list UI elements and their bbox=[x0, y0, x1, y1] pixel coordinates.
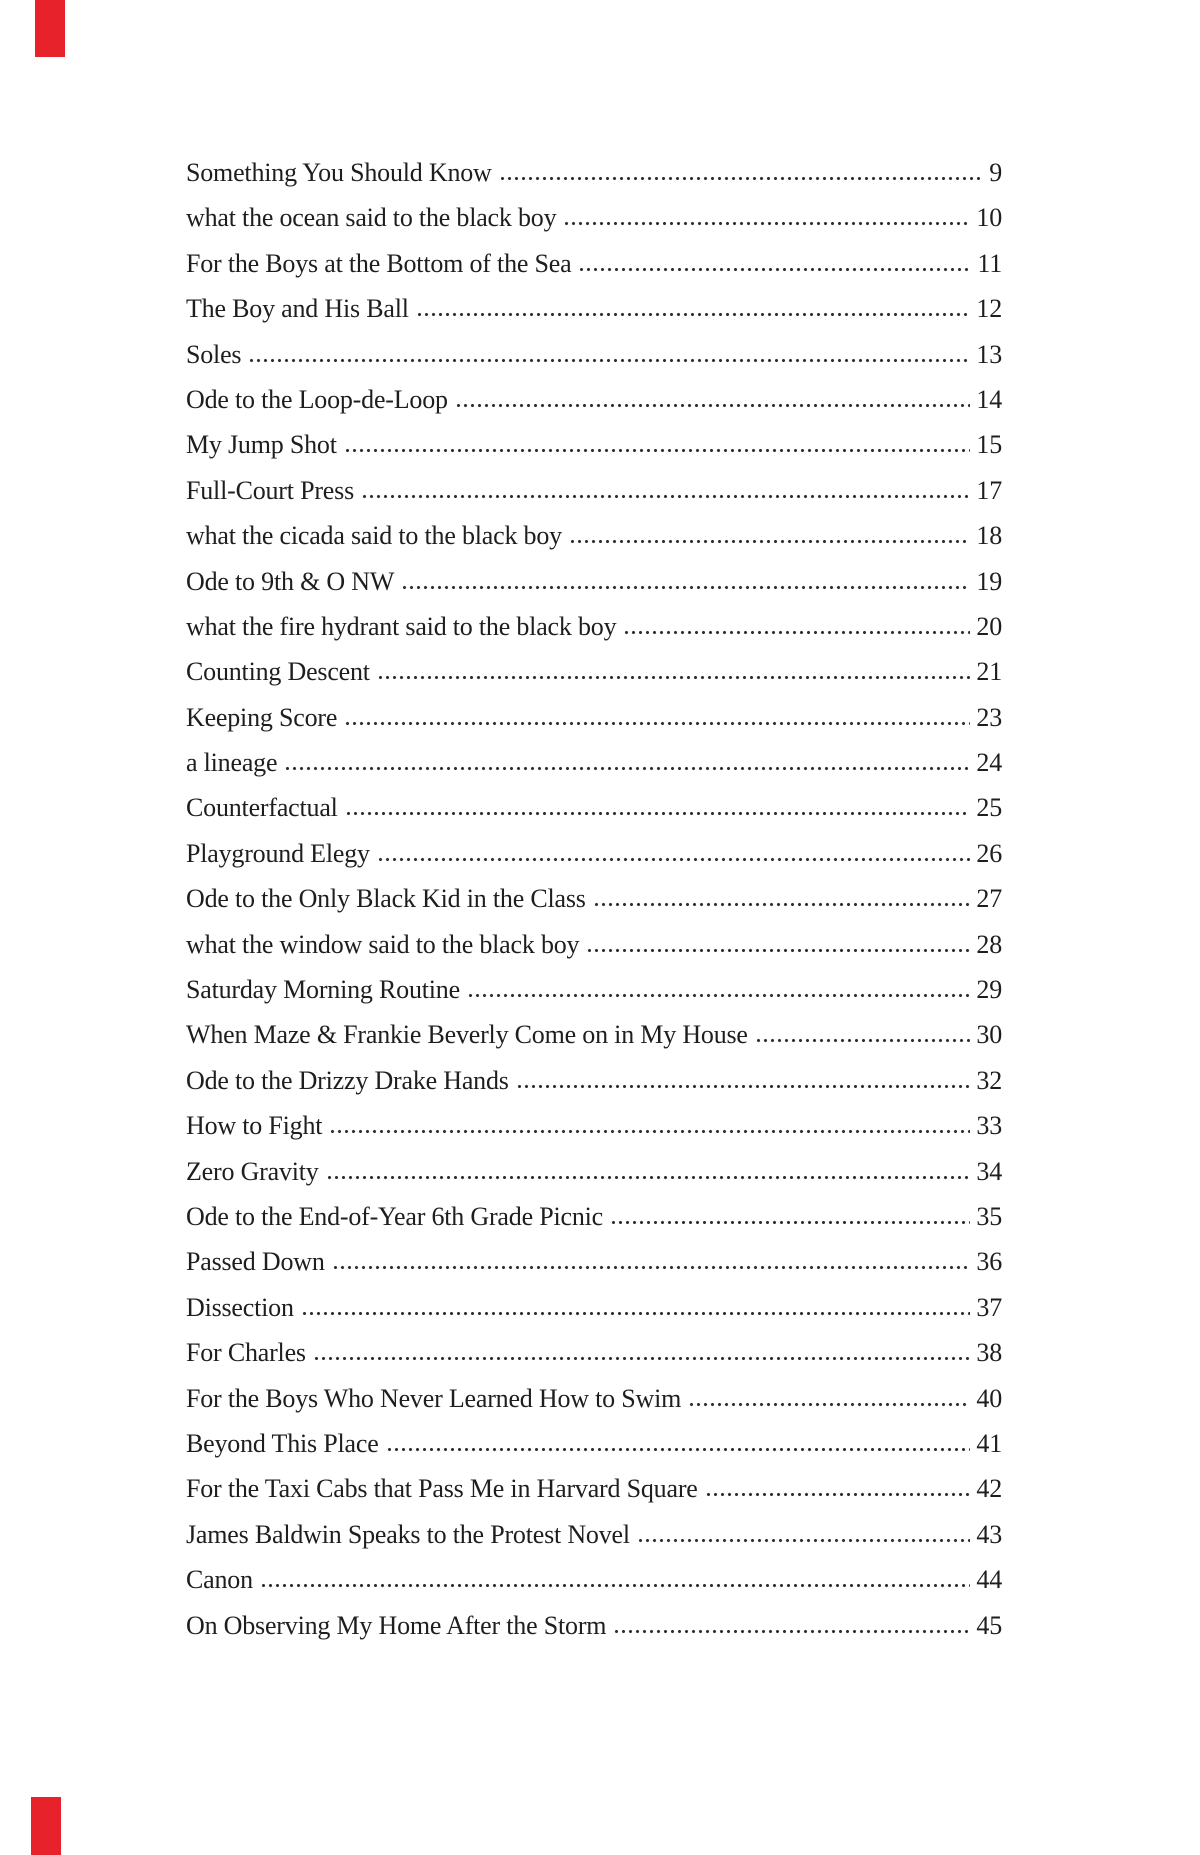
dot-leader bbox=[301, 1311, 971, 1316]
dot-leader bbox=[563, 221, 970, 226]
toc-entry bbox=[186, 1202, 1002, 1247]
toc-entry-title: On Observing My Home After the Storm bbox=[186, 1610, 607, 1640]
toc-entry bbox=[186, 1565, 1002, 1610]
toc-entry bbox=[186, 1247, 1002, 1292]
toc-entry bbox=[186, 1020, 1002, 1065]
toc-entry-title: Passed Down bbox=[186, 1247, 325, 1277]
toc-entry-page-number: 45 bbox=[976, 1610, 1002, 1640]
dot-leader bbox=[377, 675, 971, 680]
toc-entry bbox=[186, 793, 1002, 838]
dot-leader bbox=[377, 857, 971, 862]
toc-entry-title: Full-Court Press bbox=[186, 475, 354, 505]
toc-entry-page-number: 10 bbox=[976, 203, 1002, 233]
toc-entry-title: what the cicada said to the black boy bbox=[186, 521, 562, 551]
toc-entry-title: Ode to the End-of-Year 6th Grade Picnic bbox=[186, 1201, 603, 1231]
toc-entry-title: Dissection bbox=[186, 1292, 294, 1322]
dot-leader bbox=[467, 993, 970, 998]
dot-leader bbox=[344, 448, 971, 453]
toc-entry bbox=[186, 1338, 1002, 1383]
dot-leader bbox=[361, 494, 970, 499]
toc-entry-title: a lineage bbox=[186, 748, 278, 778]
toc-entry bbox=[186, 1066, 1002, 1111]
toc-entry bbox=[186, 1293, 1002, 1338]
toc-entry-title: Counterfactual bbox=[186, 793, 338, 823]
toc-entry-page-number: 15 bbox=[976, 430, 1002, 460]
toc-entry-page-number: 32 bbox=[976, 1065, 1002, 1095]
toc-entry bbox=[186, 249, 1002, 294]
dot-leader bbox=[326, 1175, 971, 1180]
toc-entry-page-number: 43 bbox=[976, 1519, 1002, 1549]
toc-entry bbox=[186, 612, 1002, 657]
toc-entry-page-number: 17 bbox=[976, 475, 1002, 505]
dot-leader bbox=[688, 1402, 970, 1407]
toc-entry-page-number: 26 bbox=[976, 838, 1002, 868]
toc-entry-page-number: 35 bbox=[976, 1201, 1002, 1231]
toc-entry bbox=[186, 839, 1002, 884]
dot-leader bbox=[593, 902, 971, 907]
toc-entry-title: The Boy and His Ball bbox=[186, 294, 409, 324]
toc-entry bbox=[186, 340, 1002, 385]
toc-entry-page-number: 12 bbox=[976, 294, 1002, 324]
toc-entry-title: When Maze & Frankie Beverly Come on in My House bbox=[186, 1020, 748, 1050]
dot-leader bbox=[516, 1084, 971, 1089]
dot-leader bbox=[248, 358, 970, 363]
toc-entry bbox=[186, 1429, 1002, 1474]
toc-entry-title: For Charles bbox=[186, 1338, 306, 1368]
dot-leader bbox=[416, 312, 971, 317]
toc-entry-page-number: 13 bbox=[976, 339, 1002, 369]
dot-leader bbox=[586, 948, 970, 953]
dot-leader bbox=[401, 585, 970, 590]
toc-entry bbox=[186, 158, 1002, 203]
toc-entry bbox=[186, 1520, 1002, 1565]
toc-entry-title: Something You Should Know bbox=[186, 158, 492, 187]
toc-entry-title: Playground Elegy bbox=[186, 838, 370, 868]
toc-entry-page-number: 37 bbox=[976, 1292, 1002, 1322]
toc-entry-title: Saturday Morning Routine bbox=[186, 975, 460, 1005]
red-edge-mark-bottom bbox=[31, 1797, 61, 1855]
toc-entry-title: Ode to 9th & O NW bbox=[186, 566, 395, 596]
toc-entry bbox=[186, 884, 1002, 929]
toc-entry bbox=[186, 294, 1002, 339]
toc-entry bbox=[186, 1111, 1002, 1156]
toc-entry-page-number: 14 bbox=[976, 384, 1002, 414]
toc-entry-page-number: 24 bbox=[976, 748, 1002, 778]
dot-leader bbox=[610, 1220, 970, 1225]
toc-entry-title: what the window said to the black boy bbox=[186, 929, 580, 959]
toc-entry-page-number: 33 bbox=[976, 1111, 1002, 1141]
dot-leader bbox=[623, 630, 970, 635]
dot-leader bbox=[344, 721, 970, 726]
toc-entry bbox=[186, 1384, 1002, 1429]
toc-entry bbox=[186, 930, 1002, 975]
toc-entry-title: what the fire hydrant said to the black boy bbox=[186, 611, 617, 641]
dot-leader bbox=[332, 1265, 971, 1270]
toc-entry-title: James Baldwin Speaks to the Protest Novel bbox=[186, 1519, 630, 1549]
dot-leader bbox=[313, 1356, 971, 1361]
dot-leader bbox=[637, 1538, 971, 1543]
toc-entry-title: For the Boys at the Bottom of the Sea bbox=[186, 248, 572, 278]
dot-leader bbox=[613, 1629, 970, 1634]
red-edge-mark-top bbox=[35, 0, 65, 57]
toc-entry bbox=[186, 975, 1002, 1020]
toc-entry bbox=[186, 748, 1002, 793]
toc-entry bbox=[186, 521, 1002, 566]
dot-leader bbox=[499, 176, 984, 181]
toc-entry-page-number: 25 bbox=[976, 793, 1002, 823]
table-of-contents bbox=[186, 158, 1002, 1656]
toc-entry-title: Zero Gravity bbox=[186, 1156, 319, 1186]
toc-entry-page-number: 20 bbox=[976, 611, 1002, 641]
toc-entry-title: Ode to the Loop-de-Loop bbox=[186, 384, 448, 414]
toc-entry-page-number: 23 bbox=[976, 702, 1002, 732]
toc-entry-title: Counting Descent bbox=[186, 657, 370, 687]
toc-entry bbox=[186, 567, 1002, 612]
toc-entry-page-number: 40 bbox=[976, 1383, 1002, 1413]
toc-entry-page-number: 21 bbox=[976, 657, 1002, 687]
toc-entry-page-number: 28 bbox=[976, 929, 1002, 959]
toc-entry-page-number: 38 bbox=[976, 1338, 1002, 1368]
toc-entry bbox=[186, 1474, 1002, 1519]
toc-entry-title: what the ocean said to the black boy bbox=[186, 203, 557, 233]
toc-entry-title: Beyond This Place bbox=[186, 1428, 379, 1458]
toc-entry bbox=[186, 430, 1002, 475]
toc-entry bbox=[186, 703, 1002, 748]
dot-leader bbox=[705, 1492, 971, 1497]
dot-leader bbox=[578, 267, 971, 272]
dot-leader bbox=[284, 766, 970, 771]
toc-entry-title: Keeping Score bbox=[186, 702, 338, 732]
toc-entry-title: Ode to the Only Black Kid in the Class bbox=[186, 884, 586, 914]
toc-entry bbox=[186, 203, 1002, 248]
toc-entry bbox=[186, 385, 1002, 430]
toc-entry-page-number: 18 bbox=[976, 521, 1002, 551]
toc-entry-page-number: 19 bbox=[976, 566, 1002, 596]
toc-entry bbox=[186, 476, 1002, 521]
toc-entry-page-number: 30 bbox=[976, 1020, 1002, 1050]
toc-entry-page-number: 11 bbox=[977, 248, 1002, 278]
toc-entry bbox=[186, 657, 1002, 702]
toc-entry-title: My Jump Shot bbox=[186, 430, 337, 460]
dot-leader bbox=[569, 539, 970, 544]
toc-entry-title: For the Taxi Cabs that Pass Me in Harvard Square bbox=[186, 1474, 698, 1504]
toc-entry-title: For the Boys Who Never Learned How to Swim bbox=[186, 1383, 682, 1413]
toc-entry-page-number: 9 bbox=[989, 158, 1002, 187]
toc-entry-page-number: 42 bbox=[976, 1474, 1002, 1504]
toc-entry-page-number: 44 bbox=[976, 1565, 1002, 1595]
toc-entry-page-number: 34 bbox=[976, 1156, 1002, 1186]
toc-entry bbox=[186, 1157, 1002, 1202]
toc-entry-title: Ode to the Drizzy Drake Hands bbox=[186, 1065, 509, 1095]
dot-leader bbox=[329, 1129, 970, 1134]
dot-leader bbox=[386, 1447, 971, 1452]
toc-entry-title: How to Fight bbox=[186, 1111, 323, 1141]
dot-leader bbox=[260, 1583, 971, 1588]
toc-entry-title: Soles bbox=[186, 339, 242, 369]
toc-entry-page-number: 36 bbox=[976, 1247, 1002, 1277]
dot-leader bbox=[345, 811, 971, 816]
toc-entry-page-number: 41 bbox=[976, 1428, 1002, 1458]
dot-leader bbox=[755, 1038, 971, 1043]
toc-entry-title: Canon bbox=[186, 1565, 253, 1595]
toc-entry-page-number: 29 bbox=[976, 975, 1002, 1005]
toc-entry bbox=[186, 1611, 1002, 1656]
toc-entry-page-number: 27 bbox=[976, 884, 1002, 914]
dot-leader bbox=[455, 403, 971, 408]
